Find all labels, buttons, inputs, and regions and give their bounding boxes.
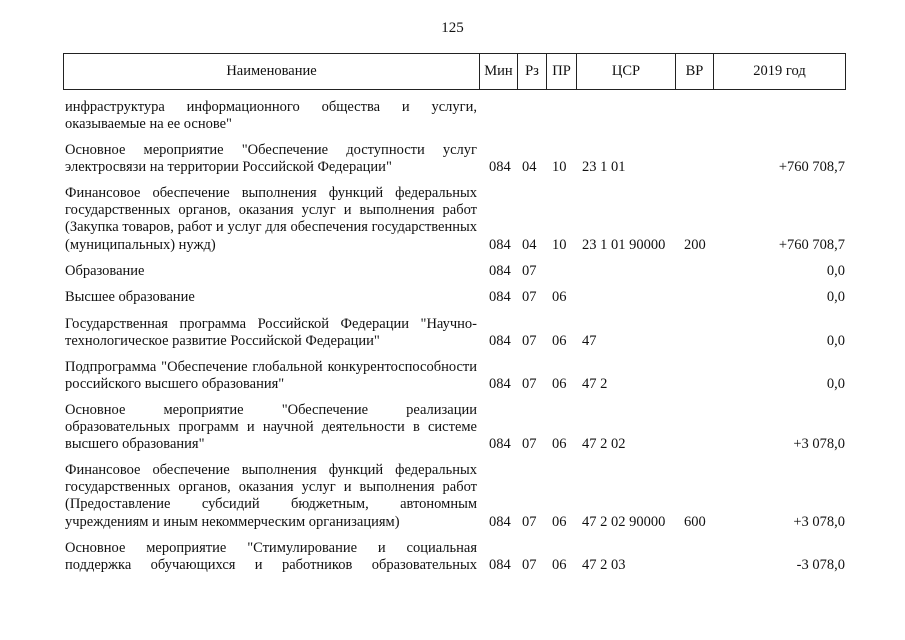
row-rz: 04 — [522, 236, 537, 253]
row-csr: 47 2 03 — [582, 557, 626, 574]
column-header-name: Наименование — [64, 54, 480, 90]
row-name: Государственная программа Российской Федерации "Научно-технологическое развитие Российской Федерации" — [65, 316, 477, 350]
row-value: +760 708,7 — [778, 159, 845, 176]
column-header-min: Мин — [480, 54, 518, 90]
page-number: 125 — [441, 20, 464, 36]
row-min: 084 — [489, 436, 511, 453]
row-min: 084 — [489, 513, 511, 530]
row-min: 084 — [489, 333, 511, 350]
column-header-rz: Рз — [518, 54, 547, 90]
row-value: 0,0 — [826, 376, 845, 393]
row-value: +3 078,0 — [793, 436, 845, 453]
row-rz: 07 — [522, 289, 537, 305]
row-pr: 06 — [552, 289, 567, 305]
row-min: 084 — [489, 557, 511, 574]
row-csr: 23 1 01 — [582, 159, 626, 176]
row-csr: 47 — [582, 333, 597, 350]
column-header-pr: ПР — [547, 54, 577, 90]
row-rz: 04 — [522, 159, 537, 176]
row-min: 084 — [489, 159, 511, 176]
row-name: Образование — [65, 263, 145, 279]
row-min: 084 — [489, 289, 511, 305]
row-pr: 06 — [552, 513, 567, 530]
row-rz: 07 — [522, 436, 537, 453]
row-name: Основное мероприятие "Обеспечение доступности услуг электросвязи на территории Российской Федерации" — [65, 142, 477, 176]
row-rz: 07 — [522, 333, 537, 350]
row-min: 084 — [489, 236, 511, 253]
row-name: Финансовое обеспечение выполнения функций федеральных государственных органов, оказания услуг и выполнения работ (Закупка товаров, работ и услуг для обеспечения государственных (муниципальных) нужд) — [65, 185, 477, 253]
row-pr: 06 — [552, 376, 567, 393]
row-csr: 23 1 01 90000 — [582, 236, 666, 253]
row-vr: 600 — [684, 513, 706, 530]
column-header-year: 2019 год — [714, 54, 846, 90]
row-min: 084 — [489, 263, 511, 279]
row-value: -3 078,0 — [796, 557, 845, 574]
row-pr: 10 — [552, 236, 567, 253]
row-name: Подпрограмма "Обеспечение глобальной конкурентоспособности российского высшего образования" — [65, 359, 477, 393]
row-name: Финансовое обеспечение выполнения функций федеральных государственных органов, оказания услуг и выполнения работ (Предоставление субсидий бюджетным, автономным учреждениям и иным некоммерческим организациям) — [65, 462, 477, 530]
table-header — [63, 53, 846, 90]
row-csr: 47 2 — [582, 376, 608, 393]
row-vr: 200 — [684, 236, 706, 253]
row-rz: 07 — [522, 513, 537, 530]
row-pr: 06 — [552, 436, 567, 453]
row-rz: 07 — [522, 557, 537, 574]
row-value: +3 078,0 — [793, 513, 845, 530]
row-name: Основное мероприятие "Обеспечение реализации образовательных программ и научной деятельности в системе высшего образования" — [65, 402, 477, 453]
row-value: 0,0 — [826, 289, 845, 305]
row-csr: 47 2 02 90000 — [582, 513, 666, 530]
row-csr: 47 2 02 — [582, 436, 626, 453]
row-value: 0,0 — [826, 263, 845, 279]
row-pr: 10 — [552, 159, 567, 176]
row-rz: 07 — [522, 376, 537, 393]
row-value: 0,0 — [826, 333, 845, 350]
column-header-csr: ЦСР — [577, 54, 676, 90]
row-name: Основное мероприятие "Стимулирование и социальная поддержка обучающихся и работников образовательных — [65, 540, 477, 574]
row-pr: 06 — [552, 557, 567, 574]
row-rz: 07 — [522, 263, 537, 279]
row-pr: 06 — [552, 333, 567, 350]
row-min: 084 — [489, 376, 511, 393]
row-name: инфраструктура информационного общества и услуги, оказываемые на ее основе" — [65, 99, 477, 133]
column-header-vr: ВР — [676, 54, 714, 90]
row-name: Высшее образование — [65, 289, 195, 305]
row-value: +760 708,7 — [778, 236, 845, 253]
